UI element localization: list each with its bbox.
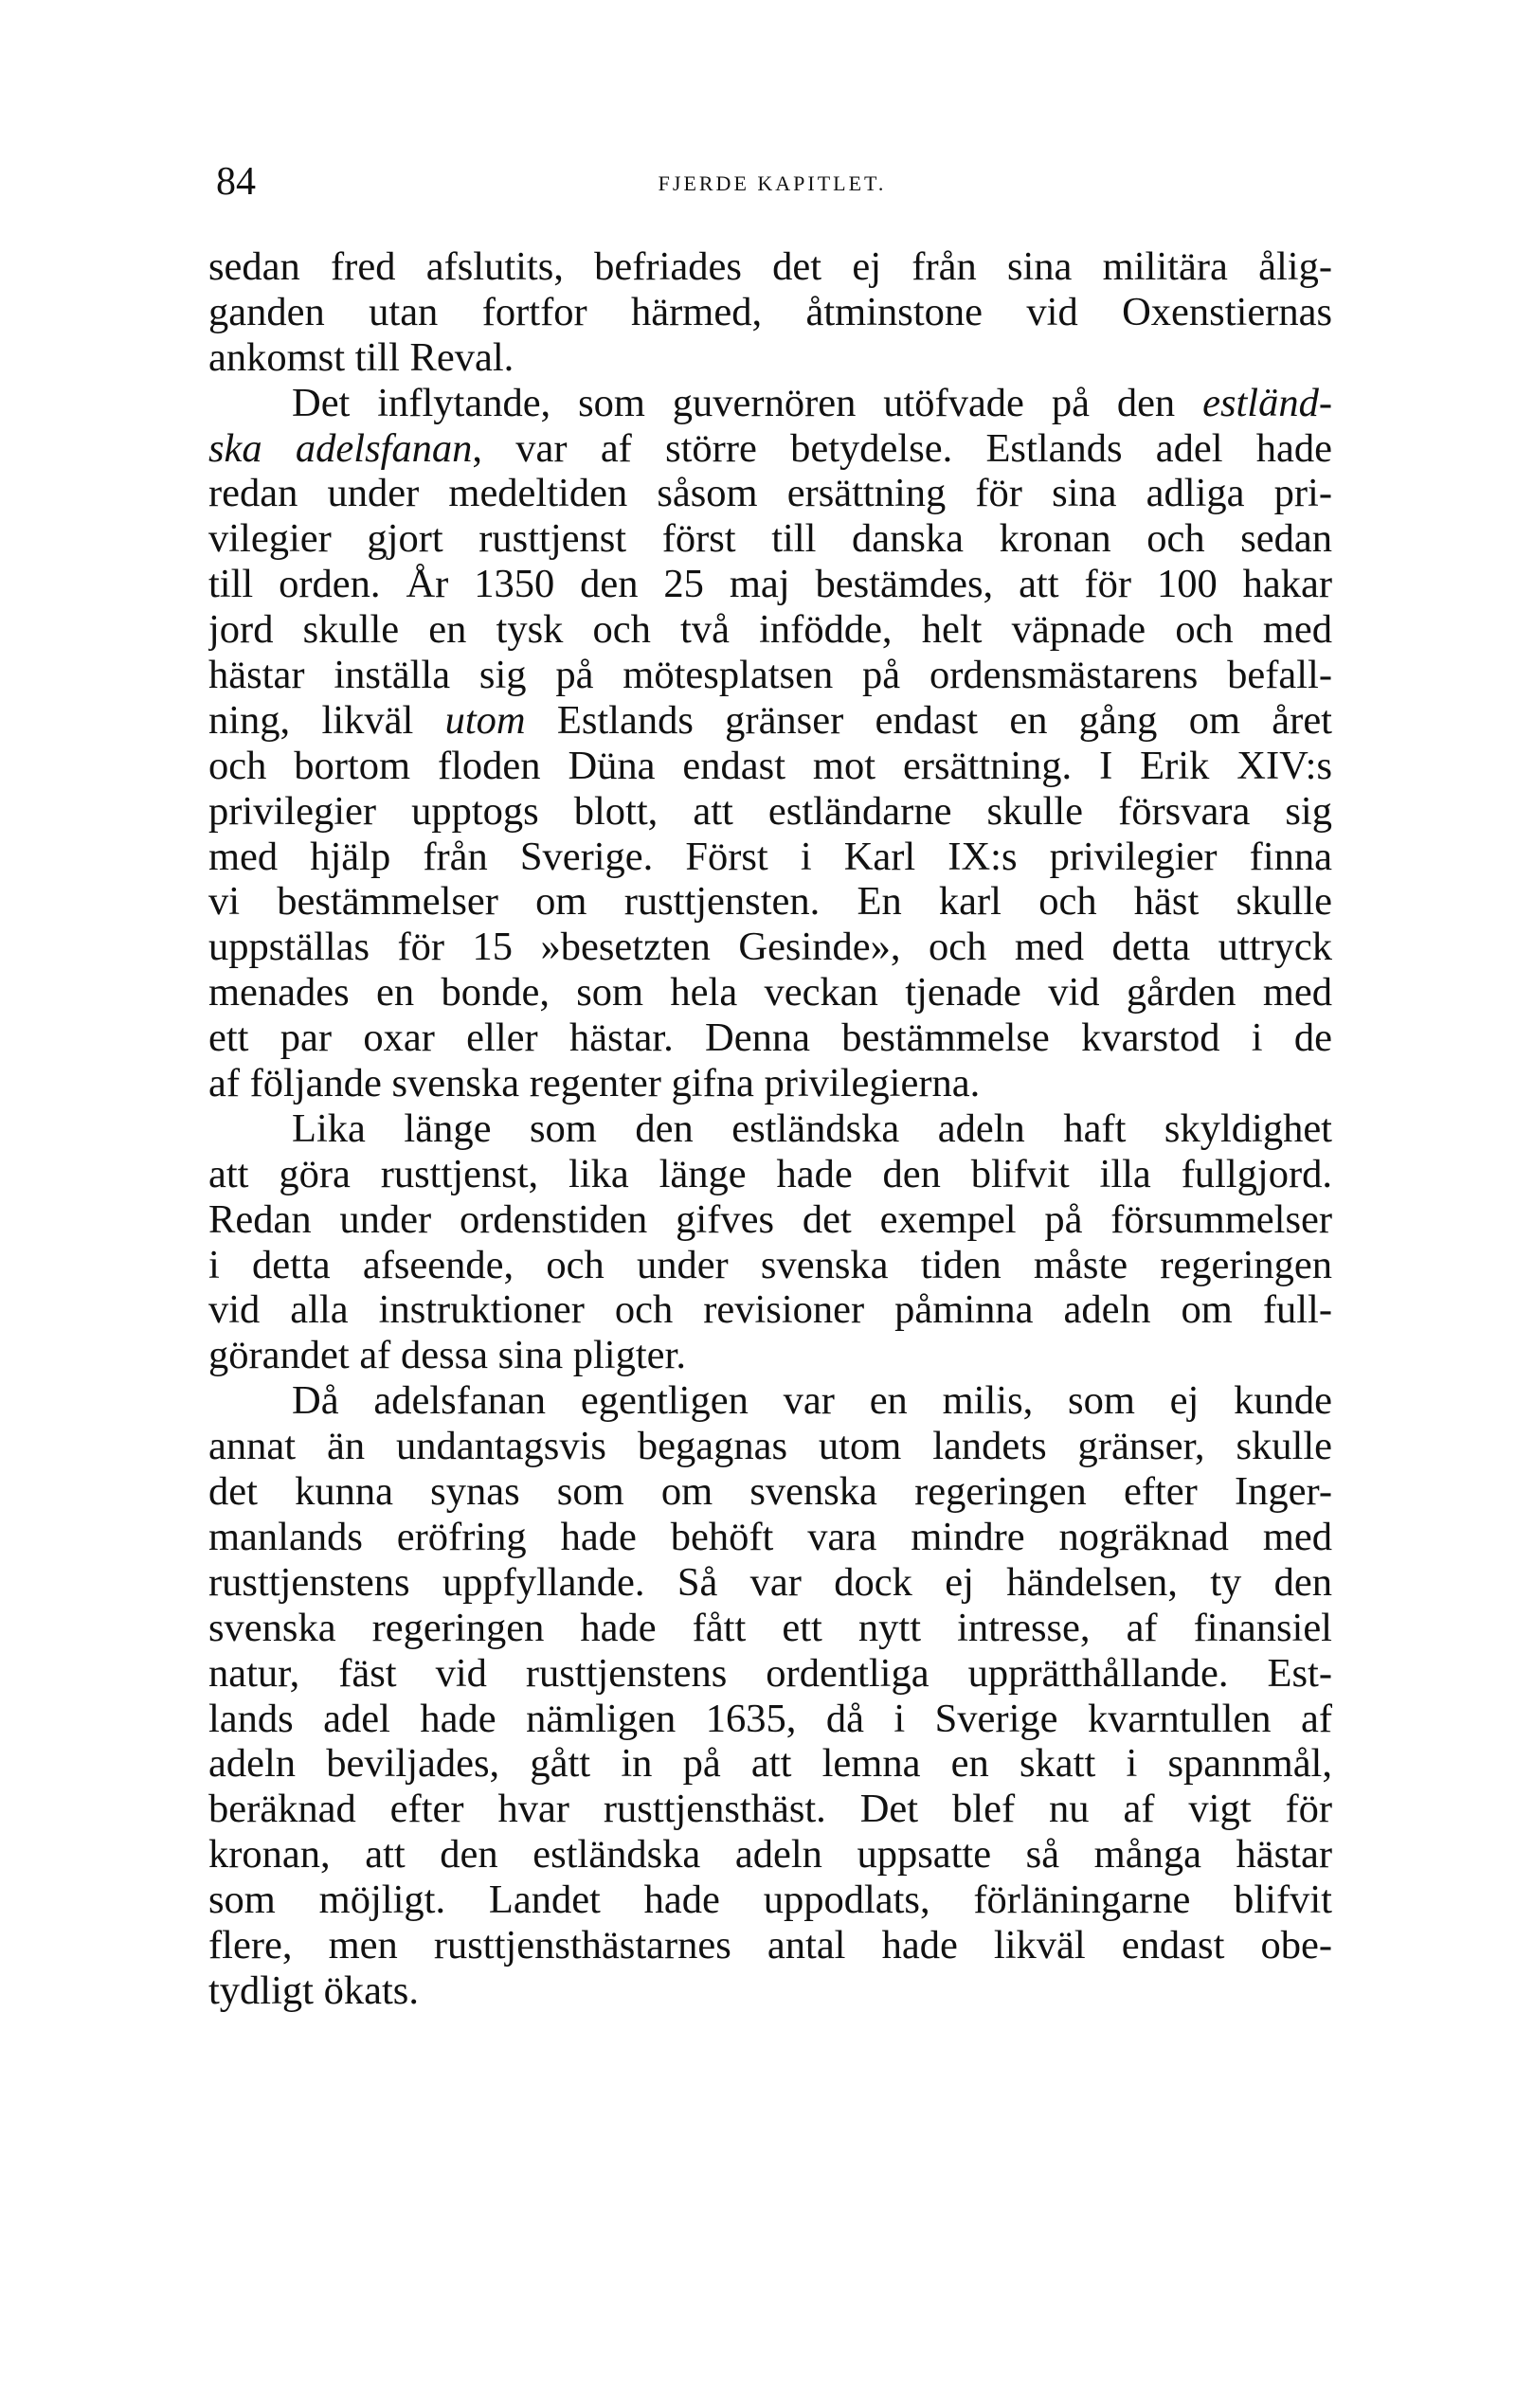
text-line <box>208 698 1332 744</box>
text-line <box>208 1651 1332 1697</box>
line-text: rusttjenstens uppfyllande. Så var dock ej händelsen, ty den <box>208 1559 1332 1605</box>
line-text: adeln beviljades, gått in på att lemna en skatt i spannmål, <box>208 1741 1332 1787</box>
line-text: vilegier gjort rusttjenst först till danska kronan och sedan <box>208 516 1332 562</box>
text-line <box>208 471 1332 516</box>
line-text: att göra rusttjenst, lika länge hade den blifvit illa fullgjord. <box>208 1151 1332 1196</box>
line-text: privilegier upptogs blott, att estländarne skulle försvara sig <box>208 788 1332 834</box>
text-line <box>208 1515 1332 1560</box>
line-text: Då adelsfanan egentligen var en milis, som ej kunde <box>292 1378 1332 1424</box>
italic-phrase: utom <box>444 697 526 743</box>
text-line <box>208 607 1332 653</box>
text-line <box>208 653 1332 698</box>
line-text: det kunna synas som om svenska regeringen efter Inger- <box>208 1469 1332 1515</box>
text-line <box>208 1061 1332 1106</box>
text-line <box>208 1333 1332 1378</box>
line-text: i detta afseende, och under svenska tiden måste regeringen <box>208 1242 1332 1287</box>
text-line <box>208 335 1332 381</box>
line-text: Estlands gränser endast en gång om året <box>525 697 1332 743</box>
line-text: Det inflytande, som guvernören utöfvade på den <box>292 380 1203 425</box>
text-line <box>208 1243 1332 1288</box>
text-line <box>208 789 1332 835</box>
line-text: , var af större betydelse. Estlands adel hade <box>472 425 1332 471</box>
line-text: uppställas för 15 »besetzten Gesinde», och med detta uttryck <box>208 925 1332 970</box>
line-text: vid alla instruktioner och revisioner påminna adeln om full- <box>208 1287 1332 1333</box>
text-line <box>208 426 1332 472</box>
line-text: hästar inställa sig på mötesplatsen på ordensmästarens befall- <box>208 653 1332 698</box>
line-text: natur, fäst vid rusttjenstens ordentliga upprätthållande. Est- <box>208 1650 1332 1696</box>
line-text: manlands eröfring hade behöft vara mindre nogräknad med <box>208 1514 1332 1559</box>
line-text: redan under medeltiden såsom ersättning för sina adliga pri- <box>208 471 1332 516</box>
text-line <box>208 290 1332 335</box>
line-text: ett par oxar eller hästar. Denna bestämmelse kvarstod i de <box>208 1015 1332 1061</box>
line-text: tydligt ökats. <box>208 1968 419 2013</box>
text-line <box>208 879 1332 925</box>
text-line <box>208 1741 1332 1787</box>
line-text: och bortom floden Düna endast mot ersättning. I Erik XIV:s <box>208 743 1332 788</box>
line-text: ganden utan fortfor härmed, åtminstone vid Oxenstiernas <box>208 289 1332 334</box>
text-line <box>208 1560 1332 1606</box>
text-line <box>208 1106 1332 1152</box>
text-line <box>208 1378 1332 1424</box>
line-text: ankomst till Reval. <box>208 334 514 380</box>
text-line <box>208 970 1332 1015</box>
text-line <box>208 516 1332 562</box>
text-line <box>208 244 1332 290</box>
text-line <box>208 1923 1332 1968</box>
running-head: FJERDE KAPITLET. <box>658 171 887 195</box>
text-line <box>208 1015 1332 1061</box>
line-text: svenska regeringen hade fått ett nytt intresse, af finansiel <box>208 1605 1332 1650</box>
text-line <box>208 744 1332 789</box>
text-line <box>208 1697 1332 1742</box>
text-line <box>208 1287 1332 1333</box>
line-text: flere, men rusttjensthästarnes antal hade likväl endast obe- <box>208 1922 1332 1968</box>
line-text: sedan fred afslutits, befriades det ej från sina militära ålig- <box>208 244 1332 289</box>
text-line <box>208 1469 1332 1515</box>
line-text: menades en bonde, som hela veckan tjenade vid gården med <box>208 970 1332 1015</box>
page-number: 84 <box>216 160 256 204</box>
line-text: görandet af dessa sina pligter. <box>208 1333 686 1378</box>
text-line <box>208 1152 1332 1197</box>
text-line <box>208 1832 1332 1878</box>
line-text: Lika länge som den estländska adeln haft skyldighet <box>292 1105 1332 1151</box>
text-line <box>208 1197 1332 1243</box>
text-line <box>208 1787 1332 1832</box>
text-line <box>208 1424 1332 1469</box>
line-text: med hjälp från Sverige. Först i Karl IX:s privilegier finna <box>208 834 1332 879</box>
text-line <box>208 562 1332 607</box>
body-text <box>208 244 1332 2014</box>
line-text: lands adel hade nämligen 1635, då i Sverige kvarntullen af <box>208 1696 1332 1741</box>
text-line <box>208 1606 1332 1651</box>
text-line <box>208 381 1332 426</box>
text-line <box>208 1878 1332 1923</box>
line-text: kronan, att den estländska adeln uppsatte så många hästar <box>208 1832 1332 1878</box>
line-text: jord skulle en tysk och två infödde, helt väpnade och med <box>208 607 1332 653</box>
line-text: som möjligt. Landet hade uppodlats, förläningarne blifvit <box>208 1878 1332 1923</box>
italic-phrase: estländ- <box>1202 380 1332 425</box>
text-line <box>208 925 1332 970</box>
italic-phrase: ska adelsfanan <box>208 425 473 471</box>
page-header <box>210 156 1334 213</box>
text-line <box>208 1968 1332 2014</box>
line-text: af följande svenska regenter gifna privilegierna. <box>208 1061 981 1106</box>
line-text: ning, likväl <box>208 697 445 743</box>
line-text: till orden. År 1350 den 25 maj bestämdes, att för 100 hakar <box>208 562 1332 607</box>
line-text: Redan under ordenstiden gifves det exempel på försummelser <box>208 1196 1332 1242</box>
line-text: beräknad efter hvar rusttjensthäst. Det blef nu af vigt för <box>208 1787 1332 1832</box>
line-text: annat än undantagsvis begagnas utom landets gränser, skulle <box>208 1424 1332 1469</box>
text-line <box>208 835 1332 880</box>
line-text: vi bestämmelser om rusttjensten. En karl och häst skulle <box>208 879 1332 925</box>
